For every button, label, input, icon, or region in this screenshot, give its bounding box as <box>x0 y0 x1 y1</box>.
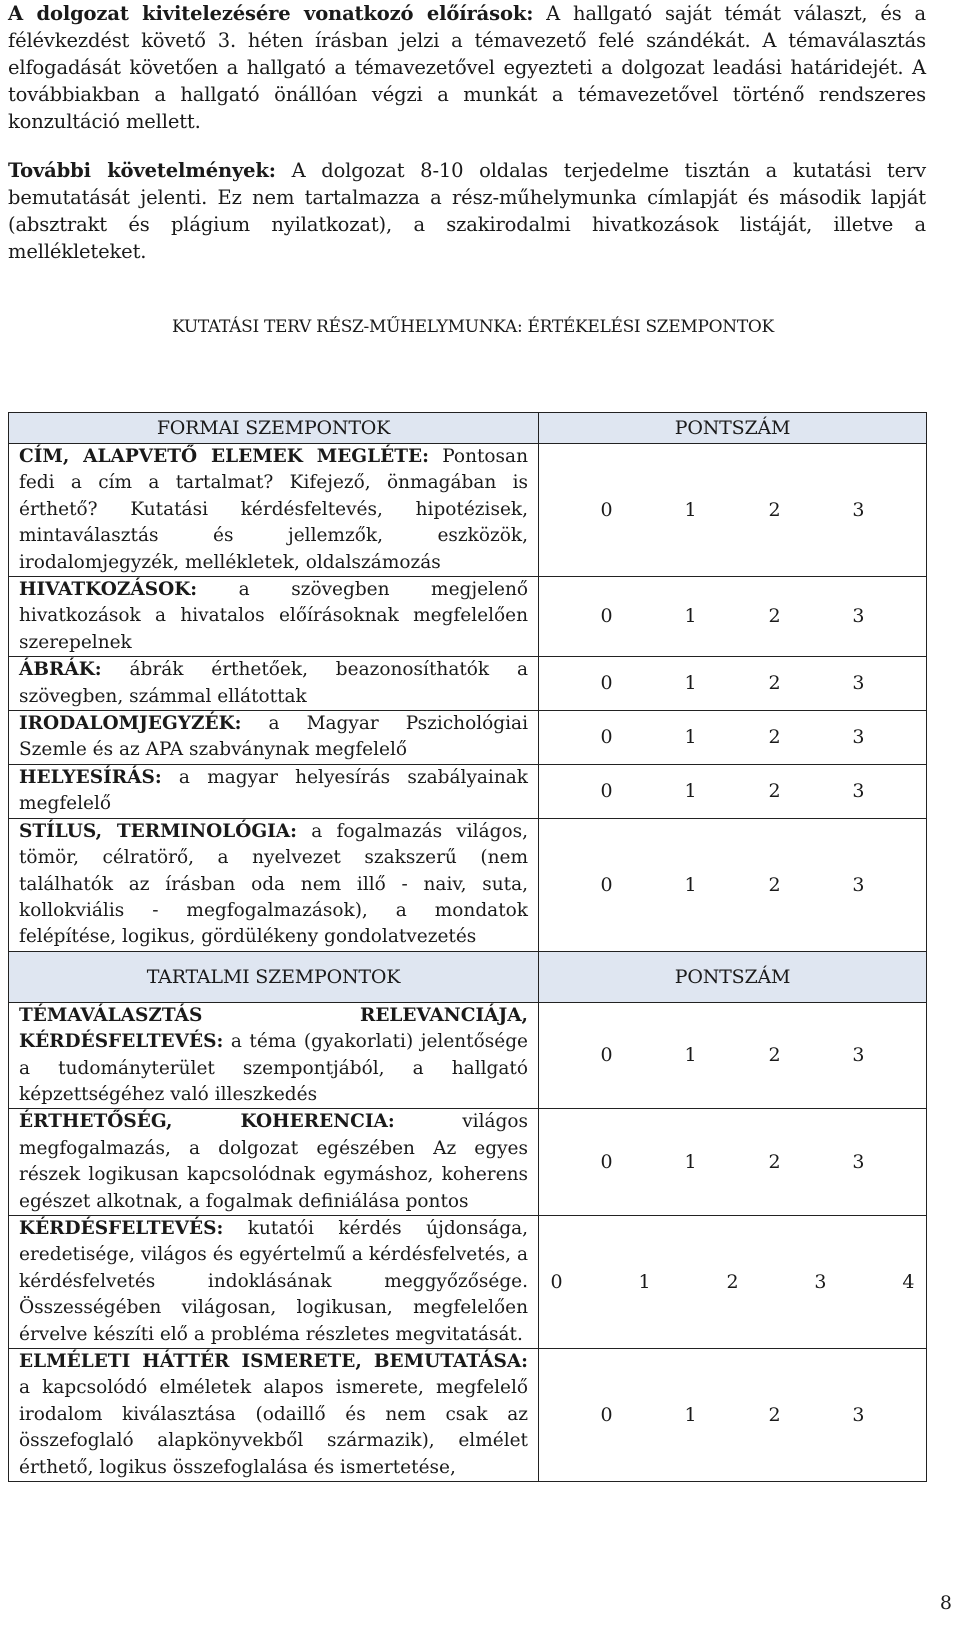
score-option: 3 <box>852 1044 865 1067</box>
criterion-text: a szövegben megjelenő hivatkozások a hivatalos előírásoknak megfelelően szerepelnek <box>19 579 528 653</box>
criterion-cell <box>9 1109 539 1216</box>
requirements-label: A dolgozat kivitelezésére vonatkozó előírások: <box>8 2 534 25</box>
table-row <box>9 1002 927 1109</box>
score-cell <box>539 577 927 657</box>
score-option: 1 <box>684 1403 697 1426</box>
score-option: 3 <box>852 726 865 749</box>
evaluation-table <box>8 412 927 1482</box>
criterion-cell <box>9 711 539 765</box>
score-option: 0 <box>600 1150 613 1173</box>
criterion-cell <box>9 818 539 951</box>
criterion-cell <box>9 444 539 577</box>
requirements-text: A hallgató saját témát választ, és a félévkezdést követő 3. héten írásban jelzi a témavezető felé szándékát. A témaválasztás elfogadását követően a hallgató a témavezetővel egyezteti a dolgozat leadási határidejét. A továbbiakban a hallgató önállóan végzi a munkát a témavezetővel történő rendszeres konzultáció mellett. <box>8 2 926 133</box>
table-row <box>9 1215 927 1348</box>
score-option: 2 <box>768 873 781 896</box>
criterion-cell <box>9 1002 539 1109</box>
score-option: 3 <box>814 1270 827 1293</box>
criterion-label: HIVATKOZÁSOK: <box>19 579 198 601</box>
score-option: 2 <box>768 605 781 628</box>
criterion-text: ábrák érthetőek, beazonosíthatók a szövegben, számmal ellátottak <box>19 659 528 707</box>
further-requirements-label: További követelmények: <box>8 159 276 182</box>
content-header: TARTALMI SZEMPONTOK <box>9 951 539 1002</box>
score-option: 1 <box>684 1150 697 1173</box>
table-row <box>9 711 927 765</box>
criterion-label: IRODALOMJEGYZÉK: <box>19 713 242 735</box>
score-option: 0 <box>600 726 613 749</box>
further-requirements-text: A dolgozat 8-10 oldalas terjedelme tisztán a kutatási terv bemutatását jelenti. Ez nem tartalmazza a rész-műhelymunka címlapját és második lapját (absztrakt és plágium nyilatkozat), a szakirodalmi hivatkozások listáját, illetve a mellékleteket. <box>8 159 927 263</box>
score-option: 0 <box>600 498 613 521</box>
formal-points-header: PONTSZÁM <box>539 413 927 444</box>
score-option: 3 <box>852 1403 865 1426</box>
score-option: 2 <box>768 1150 781 1173</box>
content-header-row <box>9 951 927 1002</box>
score-option: 0 <box>600 672 613 695</box>
score-cell <box>539 818 927 951</box>
table-row <box>9 764 927 818</box>
criterion-label: ELMÉLETI HÁTTÉR ISMERETE, BEMUTATÁSA: <box>19 1351 528 1372</box>
score-option: 1 <box>684 672 697 695</box>
table-row <box>9 1109 927 1216</box>
score-option: 1 <box>684 873 697 896</box>
score-option: 3 <box>852 780 865 803</box>
rubric-title: KUTATÁSI TERV RÉSZ-MŰHELYMUNKA: ÉRTÉKELÉSI SZEMPONTOK <box>172 317 774 337</box>
score-option: 4 <box>902 1270 915 1293</box>
table-row <box>9 1349 927 1482</box>
criterion-text: a kapcsolódó elméletek alapos ismerete, megfelelő irodalom kiválasztása (odaillő és nem csak az összefoglaló alapkönyvekből származik), elmélet érthető, logikus összefoglalása és ismertetése, <box>19 1377 528 1478</box>
score-option: 2 <box>768 726 781 749</box>
criterion-text: a fogalmazás világos, tömör, célratörő, a nyelvezet szakszerű (nem találhatók az írásban oda nem illő - naiv, suta, kollokviális - megfogalmazások), a mondatok felépítése, logikus, gördülékeny gondolatvezetés <box>19 820 528 948</box>
content-points-header: PONTSZÁM <box>539 951 927 1002</box>
criterion-label: TÉMAVÁLASZTÁS RELEVANCIÁJA, KÉRDÉSFELTEVÉS: <box>19 1004 528 1053</box>
criterion-text: kutatói kérdés újdonsága, eredetisége, világos és egyértelmű a kérdésfelvetés, a kérdésfelvetés indoklásának meggyőzősége. Összességében világosan, logikusan, megfelelően érvelve készíti elő a probléma részletes megvitatását. <box>19 1217 528 1345</box>
criterion-label: CÍM, ALAPVETŐ ELEMEK MEGLÉTE: <box>19 446 429 467</box>
score-option: 3 <box>852 672 865 695</box>
score-cell <box>539 1215 927 1348</box>
criterion-cell <box>9 657 539 711</box>
formal-header-row <box>9 413 927 444</box>
criterion-label: ÁBRÁK: <box>19 659 102 681</box>
score-option: 1 <box>638 1270 651 1293</box>
score-option: 3 <box>852 605 865 628</box>
score-option: 2 <box>768 1403 781 1426</box>
score-option: 0 <box>550 1270 563 1293</box>
score-option: 1 <box>684 780 697 803</box>
score-option: 2 <box>726 1270 739 1293</box>
criterion-text: a téma (gyakorlati) jelentősége a tudományterület szempontjából, a hallgató képzettségéhez való illeszkedés <box>19 1031 528 1105</box>
score-cell <box>539 764 927 818</box>
criterion-text: Pontosan fedi a cím a tartalmat? Kifejező, önmagában is érthető? Kutatási kérdésfeltevés, hipotézisek, mintaválasztás és jellemzők, eszközök, irodalomjegyzék, mellékletek, oldalszámozás <box>19 446 528 573</box>
score-option: 2 <box>768 1044 781 1067</box>
score-option: 1 <box>684 498 697 521</box>
criterion-cell <box>9 1215 539 1348</box>
criterion-text: a magyar helyesírás szabályainak megfelelő <box>19 766 528 815</box>
score-option: 0 <box>600 605 613 628</box>
score-option: 2 <box>768 780 781 803</box>
criterion-text: a Magyar Pszichológiai Szemle és az APA szabványnak megfelelő <box>19 713 528 761</box>
score-cell <box>539 711 927 765</box>
score-cell <box>539 444 927 577</box>
criterion-cell <box>9 1349 539 1482</box>
table-row <box>9 818 927 951</box>
score-cell <box>539 1109 927 1216</box>
score-option: 2 <box>768 498 781 521</box>
score-cell <box>539 1002 927 1109</box>
table-row <box>9 444 927 577</box>
score-option: 0 <box>600 1403 613 1426</box>
criterion-label: HELYESÍRÁS: <box>19 766 162 788</box>
score-option: 1 <box>684 605 697 628</box>
criterion-cell <box>9 577 539 657</box>
score-option: 3 <box>852 1150 865 1173</box>
requirements-paragraph <box>8 0 926 135</box>
criterion-label: STÍLUS, TERMINOLÓGIA: <box>19 820 297 842</box>
further-requirements-paragraph <box>8 157 926 265</box>
score-option: 1 <box>684 1044 697 1067</box>
document-page <box>8 0 926 337</box>
score-option: 1 <box>684 726 697 749</box>
score-option: 3 <box>852 498 865 521</box>
table-row <box>9 577 927 657</box>
score-option: 0 <box>600 873 613 896</box>
page-number: 8 <box>939 1592 952 1614</box>
criterion-cell <box>9 764 539 818</box>
score-option: 3 <box>852 873 865 896</box>
score-cell <box>539 1349 927 1482</box>
score-cell <box>539 657 927 711</box>
criterion-label: KÉRDÉSFELTEVÉS: <box>19 1217 224 1239</box>
table-row <box>9 657 927 711</box>
score-option: 0 <box>600 1044 613 1067</box>
criterion-label: ÉRTHETŐSÉG, KOHERENCIA: <box>19 1111 395 1133</box>
score-option: 0 <box>600 780 613 803</box>
formal-header: FORMAI SZEMPONTOK <box>9 413 539 444</box>
criterion-text: világos megfogalmazás, a dolgozat egészében Az egyes részek logikusan kapcsolódnak egymáshoz, koherens egészet alkotnak, a fogalmak definiálása pontos <box>19 1111 528 1212</box>
score-option: 2 <box>768 672 781 695</box>
